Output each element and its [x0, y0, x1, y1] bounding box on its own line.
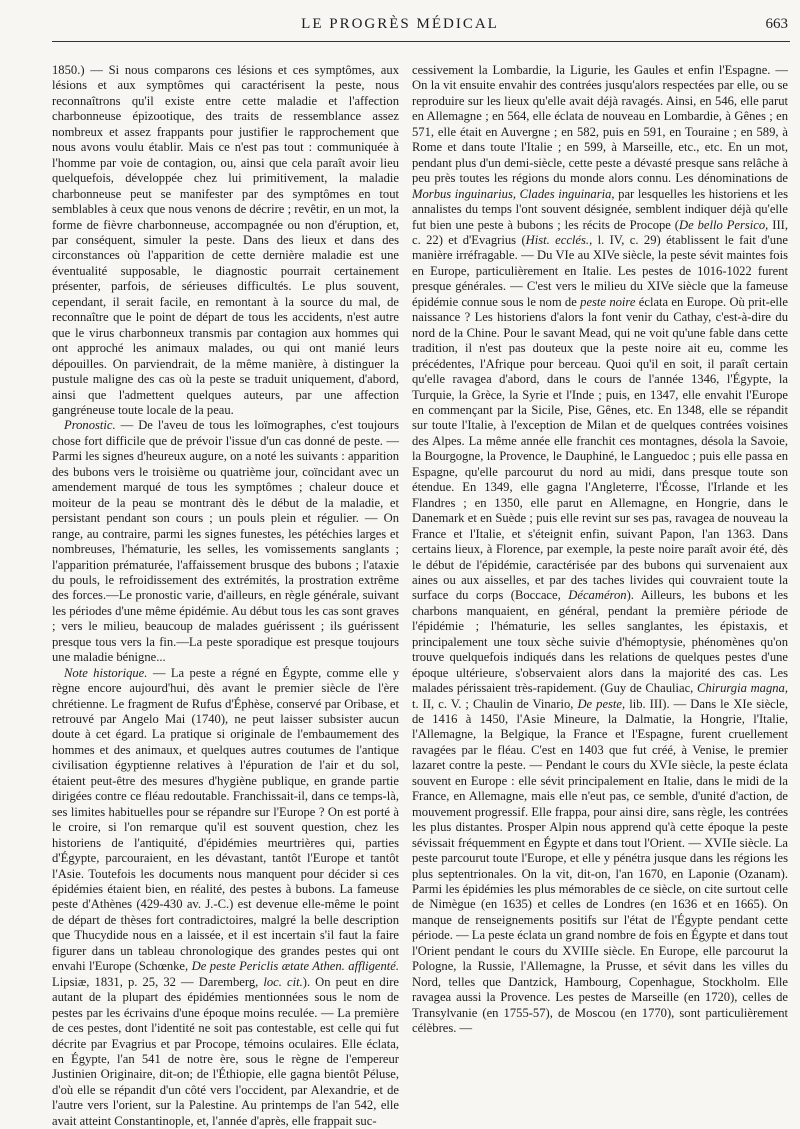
citation-title: loc. cit.	[263, 974, 303, 989]
citation-title: Chirurgia magna,	[696, 681, 789, 696]
paragraph-text: III, c. 22) et d'Evagrius (	[412, 217, 788, 247]
paragraph-text: Lipsiæ, 1831, p. 25, 32 — Daremberg,	[52, 974, 264, 989]
section-label-note-historique: Note historique.	[64, 665, 148, 680]
paragraph-text: ). On peut en dire autant de la plupart des épidémies mentionnées sous le nom de pestes par les écrivains d'une époque moins reculée. — La première de ces pestes, dont l'identité ne soit pas contestable, est celle qui fut décrite par Evagrius et par Procope, témoins oculaires. Elle éclata, en Égypte, l'an 541 de notre ère, sous le règne de l'empereur Justinien Originaire, dit-on; de l'Éthiopie, elle gagna bientôt Péluse, d'où elle se répandit d'un côté vers l'occident, par Alexandrie, et de l'autre vers l'orient, sur la Palestine. Au printemps de l'an 542, elle avait atteint Constantinople, et, l'année d'après, elle frappait suc-	[52, 974, 400, 1128]
header-rule	[52, 41, 790, 42]
running-title: LE PROGRÈS MÉDICAL	[301, 16, 499, 32]
term-peste-noire: peste noire	[580, 294, 636, 309]
paragraph-text: cessivement la Lombardie, la Ligurie, les Gaules et enfin l'Espagne. — On la vit ensuite envahir des contrées jusqu'alors respectées par elle, ou se reproduire sur les lieux qu'elle avait déjà ravagés. Ainsi, en 546, elle parut en Allemagne ; en 564, elle éclata de nouveau en Lombardie, à Gênes ; en 571, elle était en Auvergne ; en 582, puis en 591, en Touraine ; en 589, à Rome et dans toute l'Italie ; en 599, à Marseille, etc., etc. En un mot, pendant plus d'un demi-siècle, cette peste a dévasté presque sans relâche à peu près toutes les régions du monde alors connu. Les dénominations de	[412, 63, 788, 186]
citation-title: De peste Periclis ætate Athen. affligenté.	[191, 959, 399, 974]
paragraph-pronostic	[52, 418, 399, 665]
paragraph-text: — De l'aveu de tous les loïmographes, c'est toujours chose fort difficile que de prévoir l'issue d'un cas donné de peste. — Parmi les signes d'heureux augure, on a noté les suivants : apparition des bubons vers le troisième ou quatrième jour, coïncidant avec un amendement marqué de tous les symptômes ; chaleur douce et moiteur de la peau se montrant dès le début de la maladie, et persistant pendant son cours ; un pouls plein et régulier. — On range, au contraire, parmi les signes funestes, les pétéchies larges et nombreuses, l'hématurie, les selles, les vomissements sanglants ; l'apparition prématurée, l'affaissement brusque des bubons ; l'ataxie du pouls, le refroidissement des extrémités, la prostration extrême des forces.—Le pronostic varie, d'ailleurs, en règle générale, suivant les périodes d'une même épidémie. Au début tous les cas sont graves ; vers le milieu, beaucoup de malades guérissent ; ils guérissent presque tous vers la fin.—La peste sporadique est presque toujours une maladie bénigne...	[52, 418, 399, 665]
paragraph-text: lib. III). — Dans le XIe siècle, de 1416 à 1450, l'Asie Mineure, la Dalmatie, la Hongrie, l'Italie, l'Allemagne, la Belgique, la France et l'Espagne, furent cruellement ravagées par le fléau. C'est en 1403 que fut créé, à Venise, le premier lazaret contre la peste. — Pendant le cours du XVIe siècle, la peste éclata souvent en Europe : elle sévit principalement en Italie, dans le midi de la France, en Allemagne, mais elle n'eut pas, ce semble, d'unité d'action, de mouvement progressif. Elle frappa, pour ainsi dire, sans règle, les contrées les plus distantes. Prosper Alpin nous apprend qu'à cette époque la peste sévissait fréquemment en Égypte et dans tout l'Orient. — XVIIe siècle. La peste parcourut toute l'Europe, et elle y pénétra jusque dans les régions les plus septentrionales. On la vit, dit-on, l'an 1670, en Laponie (Ozanam). Parmi les épidémies les plus mémorables de ce siècle, on cite surtout celle de Nimègue (en 1635) et celles de Londres (en 1636 et en 1665). On manque de renseignements positifs sur l'état de l'Égypte pendant cette période. — La peste éclata un grand nombre de fois en Égypte et dans tout l'Orient pendant le cours du XVIIIe siècle. En Europe, elle parcourut la Pologne, la Russie, l'Allemagne, la Prusse, et sévit dans les villes du Nord, telles que Dantzick, Hambourg, Copenhague, Stockholm. Elle ravagea aussi la Provence. Les pestes de Marseille (en 1720), celles de Transylvanie (en 1755-57), de Moscou (en 1770), sont particulièrement célèbres. —	[412, 696, 789, 1036]
running-head	[0, 14, 800, 38]
paragraph-text: l. IV, c. 29) établissent le fait d'une manière irréfragable. — Du VIe au XIVe siècle, la peste sévit maintes fois en Europe, particulièrement en Italie. Les pestes de 1016-1022 furent presque générales. — C'est vers le milieu du XIVe siècle que la fameuse épidémie connue sous le nom de	[412, 232, 788, 309]
citation-title: De bello Persico,	[679, 217, 769, 232]
citation-title: Hist. ecclés.,	[525, 232, 593, 247]
page-number: 663	[765, 16, 788, 32]
citation-title: De peste,	[577, 696, 626, 711]
section-label-pronostic: Pronostic.	[64, 418, 116, 433]
paragraph-text: t. II, c. V. ; Chaulin de Vinario,	[412, 696, 578, 711]
latin-term: Morbus inguinarius, Clades inguinaria,	[412, 186, 615, 201]
left-column	[52, 63, 399, 1129]
right-column	[412, 63, 788, 1037]
paragraph-text: — La peste a régné en Égypte, comme elle y règne encore aujourd'hui, dès avant le premier siècle de l'ère chrétienne. Le fragment de Rufus d'Éphèse, conservé par Oribase, et retrouvé par Angelo Mai (1740), ne peut laisser subsister aucun doute à cet égard. La pratique si originale de l'embaumement des hommes et des animaux, et quelques autres coutumes de l'antique civilisation égyptienne relatives à l'épuration de l'air et du sol, étaient peut-être des mesures d'hygiène publique, en grande partie dirigées contre ce fléau redoutable. Franchissait-il, dans ce temps-là, ses limites habituelles pour se répandre sur l'Europe ? On est porté à le croire, si l'on remarque qu'il est souvent question, chez les historiens de l'antiquité, d'épidémies meurtrières qui, parties d'Égypte, parcouraient, en les dévastant, tantôt l'Europe et tantôt l'Asie. Toutefois les documents nous manquent pour décider si ces épidémies étaient bien, en réalité, des pestes à bubons. La fameuse peste d'Athènes (429-430 av. J.-C.) est devenue elle-même le point de départ de thèses fort contradictoires, malgré la belle description que Thucydide nous en a laissée, et il est incertain s'il faut la faire figurer dans un tableau chronologique des grandes pestes qui ont envahi l'Europe (Schœnke,	[52, 665, 399, 974]
paragraph-anthrax-comparison: 1850.) — Si nous comparons ces lésions et ces symptômes, aux lésions et aux symptômes qui caractérisent la peste, nous reconnaîtrons qu'il existe entre cette maladie et l'affection charbonneuse épizootique, des traits de ressemblance assez nombreux et assez frappants pour justifier le rapprochement que nous avons voulu établir. Mais ce n'est pas tout : communiquée à l'homme par voie de contagion, ou, ainsi que cela paraît avoir lieu quelquefois, développée chez lui primitivement, la maladie charbonneuse peut se manifester par des symptômes en tout semblables à ceux que nous venons de décrire ; revêtir, en un mot, la forme de fièvre charbonneuse, accompagnée ou non d'éruption, et, par conséquent, simuler la peste. Dans des lieux et dans des circonstances où l'apparition de cette dernière maladie est une éventualité supposable, le diagnostic pourrait certainement présenter, parfois, de sérieuses difficultés. Le plus souvent, cependant, il serait facile, en remontant à la source du mal, de reconnaître que le point de départ de tous les accidents, n'est autre que le virus charbonneux transmis par contagion aux hommes qui ont approché les animaux malades, ou qui ont manié leurs dépouilles. On parviendrait, de la même manière, à distinguer la pustule maligne des cas où la peste se traduit uniquement, d'abord, ainsi que l'admettent quelques auteurs, par une affection gangréneuse toute locale de la peau.	[52, 63, 399, 417]
citation-title: Décaméron	[568, 588, 627, 603]
paragraph-note-historique	[52, 666, 399, 1129]
paragraph-text: par lesquelles les historiens et les annalistes du temps l'ont souvent désignée, semblent indiquer déjà qu'elle fut bien une peste à bubons ; les récits de Procope (	[412, 186, 788, 232]
paragraph-history-continued	[412, 63, 788, 1037]
paragraph-text: ). Ailleurs, les bubons et les charbons manquaient, en général, pendant la première période de l'épidémie ; l'hématurie, les selles sanglantes, les épistaxis, et principalement une toux sèche suivie d'hémoptysie, phénomènes qu'on trouve quelquefois indiqués dans les relations de quelques pestes d'une époque ultérieure, s'observaient alors dans la majorité des cas. Les malades périssaient très-rapidement. (Guy de Chauliac,	[412, 588, 788, 696]
paragraph-text: éclata en Europe. Où prit-elle naissance ? Les historiens d'alors la font venir du Cathay, c'est-à-dire du nord de la Chine. Pour le savant Mead, qui ne voit qu'une fable dans cette tradition, il n'est pas douteux que la peste noire ait eu, comme les précédentes, l'Afrique pour berceau. Quoi qu'il en soit, il paraît certain qu'elle ravagea d'abord, dans le cours de l'année 1346, l'Égypte, la Turquie, la Grèce, la Syrie et l'Inde ; puis, en 1347, elle envahit l'Europe en commençant par la Sicile, Pise, Gênes, etc. En 1348, elle se répandit sur toute l'Italie, à l'exception de Milan et de quelques contrées voisines des Alpes. La même année elle franchit ces montagnes, désola la Savoie, la Bourgogne, la Provence, le Dauphiné, le Languedoc ; puis elle passa en Espagne, qu'elle parcourut du nord au midi, dans presque toute son étendue. En 1349, elle gagna l'Angleterre, l'Écosse, l'Irlande et les Flandres ; en 1350, elle parut en Allemagne, en Hongrie, dans le Danemark et en Suède ; puis elle revint sur ses pas, ravagea de nouveau la France et l'Italie, et s'éteignit enfin, suivant Papon, l'an 1363. Dans certains lieux, à Florence, par exemple, la peste noire paraît avoir été, dès le début de l'épidémie, caractérisée par des bubons qui survenaient aux aines ou aux aisselles, et par des taches livides qui couvraient toute la surface du corps (Boccace,	[412, 294, 788, 603]
